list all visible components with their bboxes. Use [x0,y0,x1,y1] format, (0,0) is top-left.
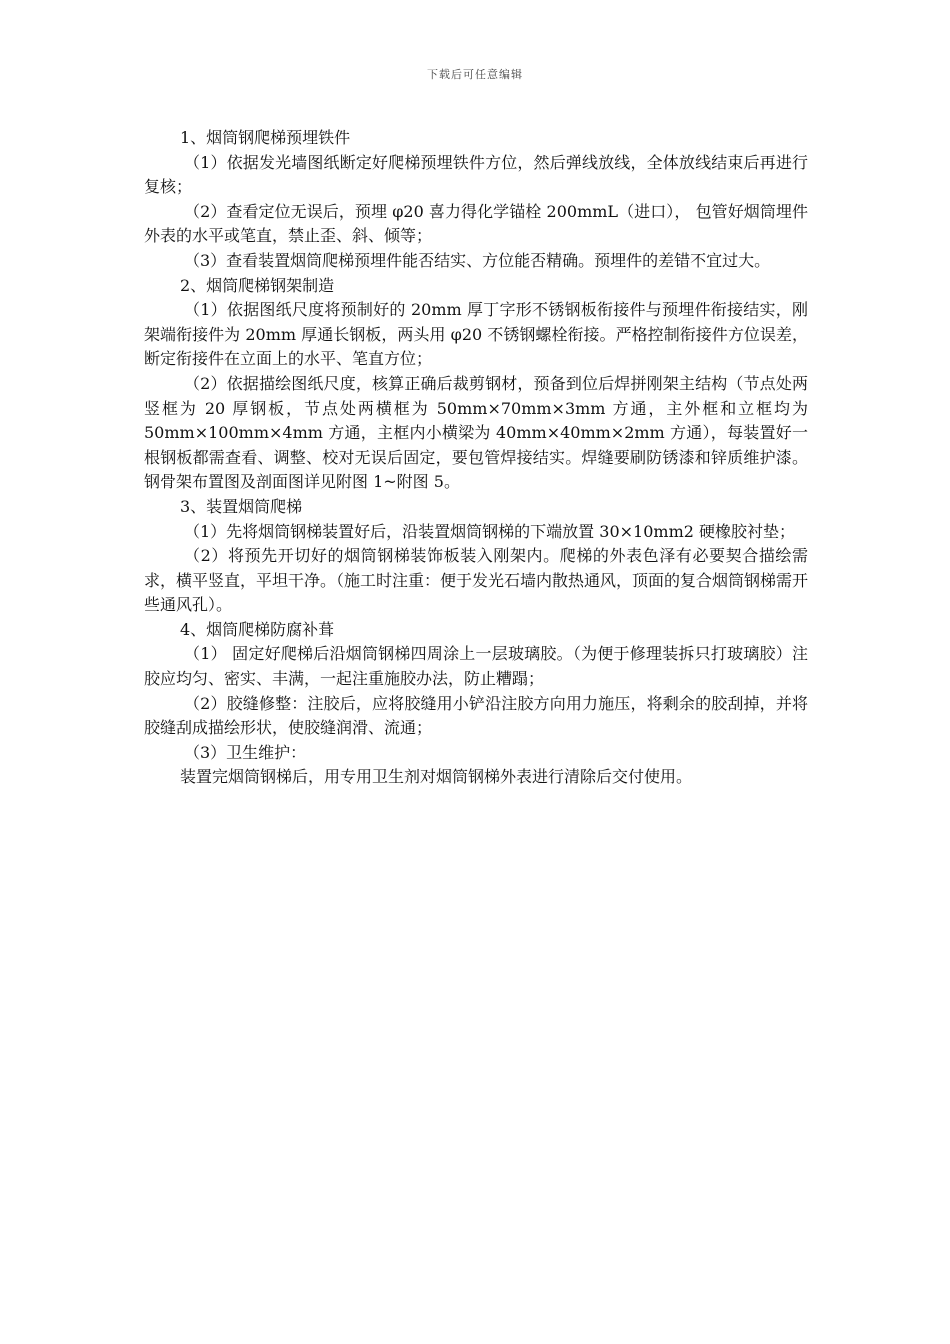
document-body [144,126,808,790]
section-item: （1）依据图纸尺度将预制好的 20mm 厚丁字形不锈钢板衔接件与预埋件衔接结实，刚架端衔接件为 20mm 厚通长钢板，两头用 φ20 不锈钢螺栓衔接。严格控制衔接件方位误差，断定衔接件在立面上的水平、笔直方位； [144,300,808,369]
section-item: （1）先将烟筒钢梯装置好后，沿装置烟筒钢梯的下端放置 30×10mm2 硬橡胶衬垫； [184,521,796,541]
section-item: （1） 固定好爬梯后沿烟筒钢梯四周涂上一层玻璃胶。（为便于修理装拆只打玻璃胶）注胶应均匀、密实、丰满，一起注重施胶办法，防止糟蹋； [144,644,808,689]
section-item: （1）依据发光墙图纸断定好爬梯预埋铁件方位，然后弹线放线，全体放线结束后再进行复核； [144,152,808,197]
section-item: （2）依据描绘图纸尺度，核算正确后裁剪钢材，预备到位后焊拼刚架主结构（节点处两竖框为 20 厚钢板，节点处两横框为 50mm×70mm×3mm 方通，主外框和立框均为 50mm×100mm×4mm 方通，主框内小横梁为 40mm×40mm×2mm 方通），每装置好一根钢板都需查看、调整、校对无误后固定，要包管焊接结实。焊缝要刷防锈漆和锌质维护漆。钢骨架布置图及剖面图详见附图 1~附图 5。 [144,373,808,492]
section-item: （2）查看定位无误后，预埋 φ20 喜力得化学锚栓 200mmL（进口）， 包管好烟筒埋件外表的水平或笔直，禁止歪、斜、倾等； [144,201,808,246]
section-item: （2）将预先开切好的烟筒钢梯装饰板装入刚架内。爬梯的外表色泽有必要契合描绘需求，横平竖直，平坦干净。（施工时注重：便于发光石墙内散热通风，顶面的复合烟筒钢梯需开些通风孔）。 [144,546,809,615]
section-heading: 2、烟筒爬梯钢架制造 [180,275,335,295]
closing-paragraph: 装置完烟筒钢梯后，用专用卫生剂对烟筒钢梯外表进行清除后交付使用。 [180,767,693,787]
section-item: （2）胶缝修整：注胶后，应将胶缝用小铲沿注胶方向用力施压，将剩余的胶刮掉，并将胶缝刮成描绘形状，使胶缝润滑、流通； [144,693,808,738]
section-heading: 1、烟筒钢爬梯预埋铁件 [180,128,351,147]
page-header-note: 下载后可任意编辑 [427,68,523,81]
section-item: （3）卫生维护： [184,742,307,762]
section-item: （3）查看装置烟筒爬梯预埋件能否结实、方位能否精确。预埋件的差错不宜过大。 [184,250,771,270]
section-heading: 3、装置烟筒爬梯 [180,496,303,516]
section-heading: 4、烟筒爬梯防腐补葺 [180,619,335,639]
